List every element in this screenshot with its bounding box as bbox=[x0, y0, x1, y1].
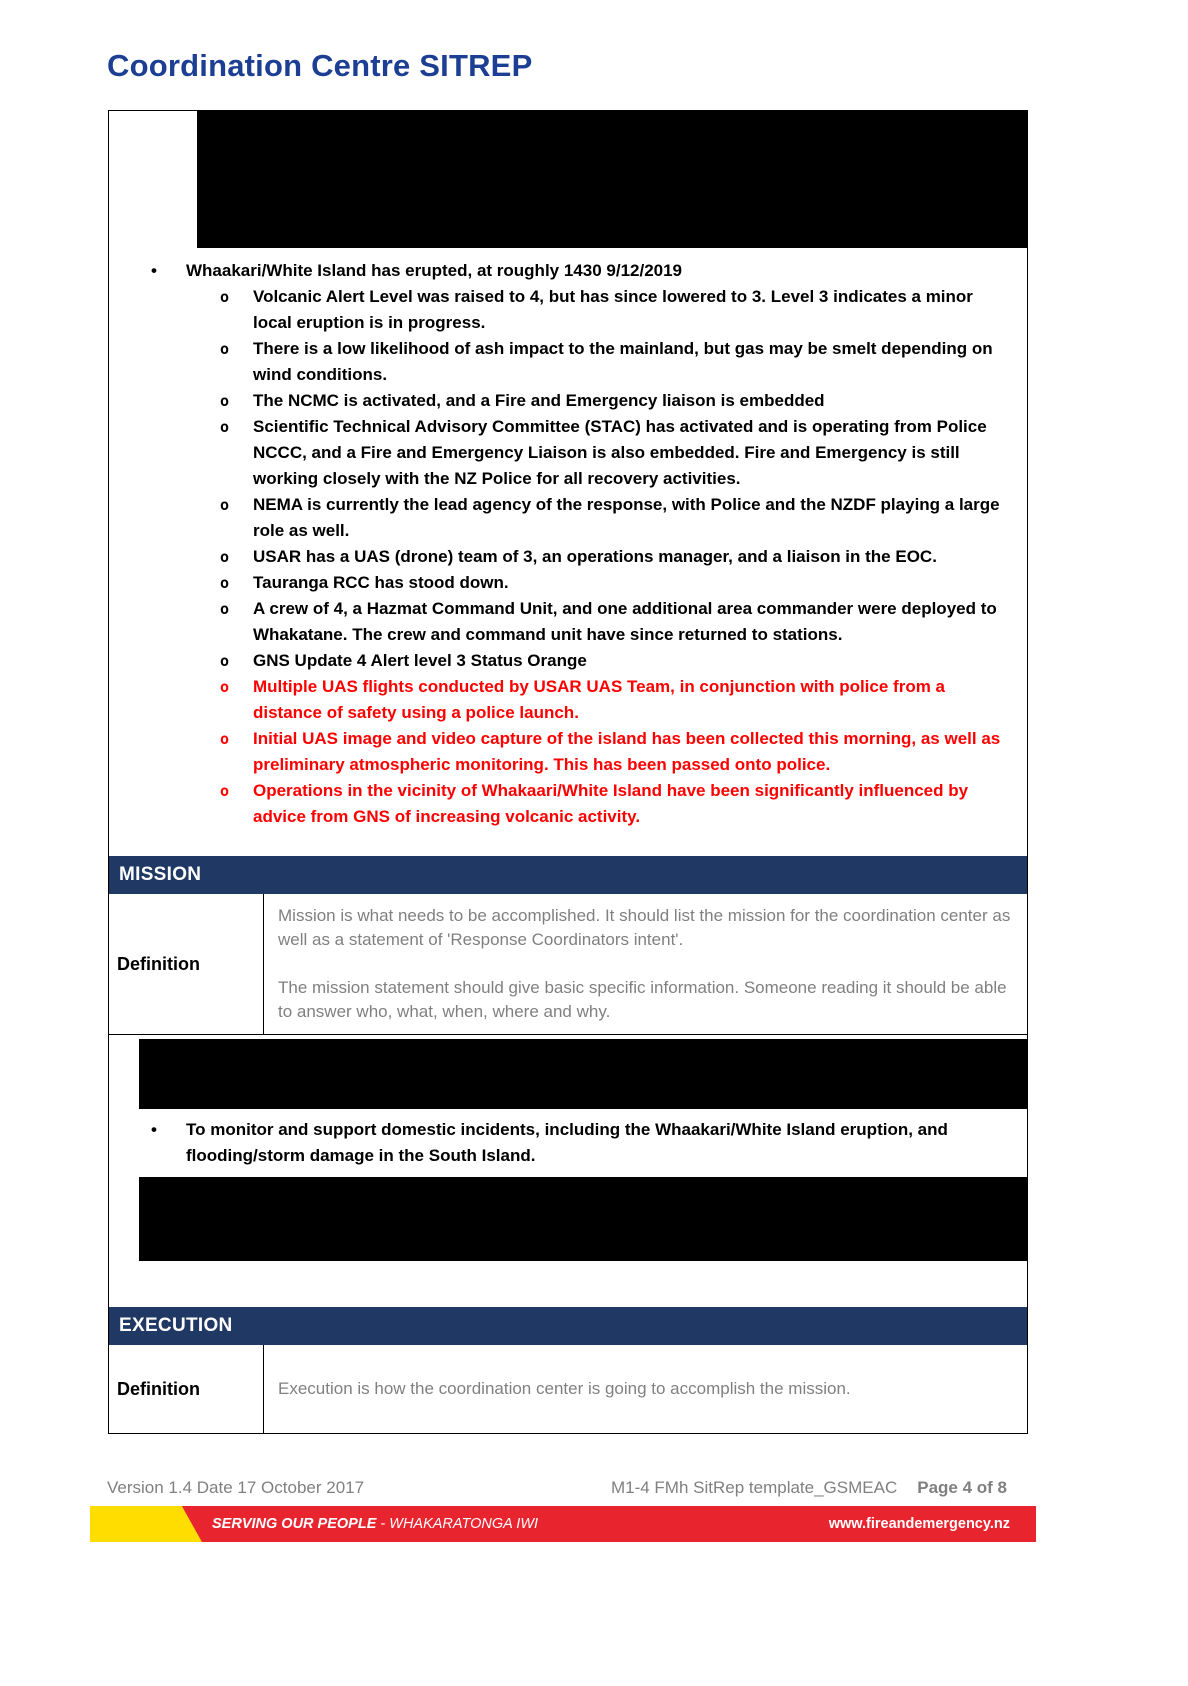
circle-bullet-marker: o bbox=[220, 418, 230, 436]
footer-right bbox=[611, 1478, 1007, 1498]
situation-body bbox=[109, 248, 1027, 856]
circle-bullet-marker: o bbox=[220, 548, 230, 566]
sub-bullet-text: Volcanic Alert Level was raised to 4, but has since lowered to 3. Level 3 indicates a minor local eruption is in progress. bbox=[253, 287, 973, 332]
bullet-marker: • bbox=[151, 1120, 157, 1139]
redacted-block-mission-2 bbox=[139, 1177, 1027, 1261]
sub-bullet-text: Tauranga RCC has stood down. bbox=[253, 573, 509, 592]
mission-definition-label: Definition bbox=[109, 894, 264, 1034]
situation-sub-bullet-alert bbox=[220, 778, 1003, 830]
mission-bullet bbox=[109, 1109, 1027, 1171]
circle-bullet-marker: o bbox=[220, 600, 230, 618]
sub-bullet-text: The NCMC is activated, and a Fire and Emergency liaison is embedded bbox=[253, 391, 825, 410]
mission-section-header: MISSION bbox=[109, 856, 1027, 894]
situation-main-bullet bbox=[151, 258, 1003, 284]
page-footer bbox=[107, 1478, 1007, 1498]
sub-bullet-text: There is a low likelihood of ash impact to the mainland, but gas may be smelt depending on wind conditions. bbox=[253, 339, 993, 384]
situation-sub-bullet bbox=[220, 414, 1003, 492]
situation-sub-bullet bbox=[220, 492, 1003, 544]
circle-bullet-marker: o bbox=[220, 392, 230, 410]
situation-main-bullet-text: Whaakari/White Island has erupted, at roughly 1430 9/12/2019 bbox=[186, 261, 683, 280]
circle-bullet-marker: o bbox=[220, 288, 230, 306]
sub-bullet-text: USAR has a UAS (drone) team of 3, an operations manager, and a liaison in the EOC. bbox=[253, 547, 937, 566]
execution-definition-paragraph: Execution is how the coordination center is going to accomplish the mission. bbox=[278, 1379, 851, 1398]
situation-sub-bullet bbox=[220, 596, 1003, 648]
footer-template-name: M1-4 FMh SitRep template_GSMEAC bbox=[610, 1478, 898, 1497]
situation-sub-bullet bbox=[220, 284, 1003, 336]
redacted-block-situation bbox=[197, 111, 1027, 248]
situation-sub-bullet bbox=[220, 570, 1003, 596]
circle-bullet-marker: o bbox=[220, 574, 230, 592]
sub-bullet-text: GNS Update 4 Alert level 3 Status Orange bbox=[253, 651, 587, 670]
circle-bullet-marker: o bbox=[220, 652, 230, 670]
banner-slogan bbox=[212, 1516, 538, 1532]
circle-bullet-marker: o bbox=[220, 782, 230, 800]
brand-banner bbox=[90, 1506, 1036, 1542]
situation-sub-bullet-alert bbox=[220, 674, 1003, 726]
situation-sub-bullet bbox=[220, 648, 1003, 674]
mission-definition-paragraph-2: The mission statement should give basic specific information. Someone reading it should be able to answer who, what, when, where and why. bbox=[278, 978, 1007, 1021]
situation-section bbox=[109, 111, 1027, 856]
situation-sub-bullet bbox=[220, 544, 1003, 570]
page-title: Coordination Centre SITREP bbox=[107, 48, 533, 83]
sub-bullet-text: A crew of 4, a Hazmat Command Unit, and one additional area commander were deployed to Whakatane. The crew and command unit have since returned to stations. bbox=[253, 599, 997, 644]
execution-definition-row bbox=[109, 1345, 1027, 1433]
sub-bullet-text: Multiple UAS flights conducted by USAR UAS Team, in conjunction with police from a distance of safety using a police launch. bbox=[253, 677, 945, 722]
mission-definition-row bbox=[109, 894, 1027, 1035]
situation-sub-bullet-alert bbox=[220, 726, 1003, 778]
situation-sub-list bbox=[220, 284, 1003, 830]
footer-version: Version 1.4 Date 17 October 2017 bbox=[107, 1478, 365, 1497]
banner-slogan-regular: - WHAKARATONGA IWI bbox=[380, 1516, 539, 1532]
sitrep-table bbox=[108, 110, 1028, 1434]
mission-definition-paragraph-1: Mission is what needs to be accomplished. It should list the mission for the coordination center as well as a statement of 'Response Coordinators intent'. bbox=[278, 906, 1011, 949]
mission-bullet-text: To monitor and support domestic incidents, including the Whaakari/White Island eruption, and flooding/storm damage in the South Island. bbox=[186, 1120, 948, 1165]
banner-yellow-chevron bbox=[90, 1506, 202, 1542]
banner-slogan-bold: SERVING OUR PEOPLE bbox=[212, 1516, 377, 1532]
sub-bullet-text: NEMA is currently the lead agency of the response, with Police and the NZDF playing a large role as well. bbox=[253, 495, 1000, 540]
mission-content bbox=[109, 1039, 1027, 1307]
mission-definition-text bbox=[264, 894, 1027, 1034]
execution-definition-label: Definition bbox=[109, 1345, 264, 1433]
sub-bullet-text: Scientific Technical Advisory Committee (STAC) has activated and is operating from Police NCCC, and a Fire and Emergency Liaison is also embedded. Fire and Emergency is still working closely with the NZ Police for all recovery activities. bbox=[253, 417, 987, 488]
banner-website-url: www.fireandemergency.nz bbox=[828, 1516, 1010, 1532]
circle-bullet-marker: o bbox=[220, 730, 230, 748]
circle-bullet-marker: o bbox=[220, 340, 230, 358]
sub-bullet-text: Operations in the vicinity of Whakaari/White Island have been significantly influenced by advice from GNS of increasing volcanic activity. bbox=[253, 781, 969, 826]
sub-bullet-text: Initial UAS image and video capture of the island has been collected this morning, as well as preliminary atmospheric monitoring. This has been passed onto police. bbox=[253, 729, 1001, 774]
bullet-marker: • bbox=[151, 261, 157, 280]
circle-bullet-marker: o bbox=[220, 678, 230, 696]
footer-page-number: Page 4 of 8 bbox=[917, 1478, 1007, 1497]
execution-definition-text bbox=[264, 1345, 1027, 1433]
situation-sub-bullet bbox=[220, 336, 1003, 388]
execution-section-header: EXECUTION bbox=[109, 1307, 1027, 1345]
redacted-block-mission-1 bbox=[139, 1039, 1027, 1109]
situation-sub-bullet bbox=[220, 388, 1003, 414]
circle-bullet-marker: o bbox=[220, 496, 230, 514]
